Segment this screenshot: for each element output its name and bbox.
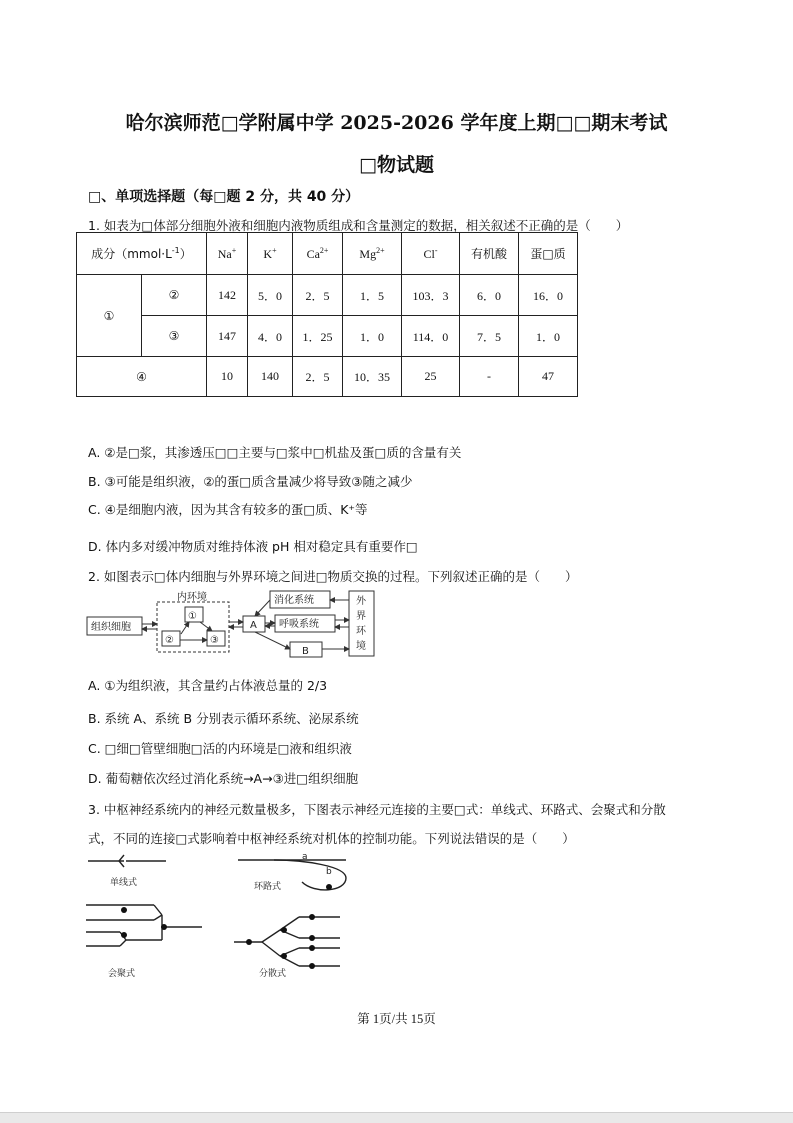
respiratory-system-label: 呼吸系统 <box>279 619 319 630</box>
table-cell: 103．3 <box>402 275 460 316</box>
table-cell: 2．5 <box>293 357 343 397</box>
loop-a-label: a <box>302 852 308 862</box>
question-2-option-b: B. 系统 A、系统 B 分别表示循环系统、泌尿系统 <box>88 711 359 726</box>
table-cell: 6．0 <box>460 275 519 316</box>
table-header-ca: $Ca^{2+}$ <box>293 233 343 275</box>
external-char: 境 <box>356 641 366 652</box>
neuron-connection-diagram <box>84 852 354 982</box>
question-3-stem-line1: 3. 中枢神经系统内的神经元数量极多，下图表示神经元连接的主要□式：单线式、环路式、会聚式和分散 <box>88 802 666 817</box>
table-cell: 2．5 <box>293 275 343 316</box>
synapse-dot <box>121 907 127 913</box>
table-row-label: ③ <box>142 316 207 357</box>
page-number: 第 1页/共 15页 <box>357 1012 436 1026</box>
external-char: 环 <box>356 626 366 637</box>
table-cell: 25 <box>402 357 460 397</box>
table-header-cl: Cl- <box>402 233 460 275</box>
node-3-label: ③ <box>210 635 219 646</box>
exam-title: 哈尔滨师范□学附属中学 2025-2026 学年度上期□□期末考试 <box>125 112 668 134</box>
table-cell: 4．0 <box>248 316 293 357</box>
table-corner-header: 成分$(mmol\cdot L^{-1})$ <box>77 233 207 275</box>
table-header-mg: $Mg^{2+}$ <box>343 233 402 275</box>
question-2-option-d: D. 葡萄糖依次经过消化系统→A→③进□组织细胞 <box>88 771 359 786</box>
exam-subject: □物试题 <box>359 154 434 176</box>
table-cell: 1．0 <box>343 316 402 357</box>
table-cell: 147 <box>207 316 248 357</box>
table-row <box>77 275 578 316</box>
table-cell: 10．35 <box>343 357 402 397</box>
table-cell: 1．0 <box>519 316 578 357</box>
table-row <box>77 316 578 357</box>
synapse-dot <box>326 884 332 890</box>
synapse-dot <box>309 945 315 951</box>
synapse-dot <box>121 932 127 938</box>
table-header-protein: 蛋□质 <box>519 233 578 275</box>
table-cell: 47 <box>519 357 578 397</box>
digestive-system-label: 消化系统 <box>274 595 314 606</box>
question-2-stem: 2. 如图表示□体内细胞与外界环境之间进□物质交换的过程。下列叙述正确的是（ ） <box>88 569 578 584</box>
single-line-label: 单线式 <box>110 878 138 888</box>
internal-env-label: 内环境 <box>177 592 207 603</box>
diverge-label: 分散式 <box>259 969 287 979</box>
external-char: 界 <box>356 611 366 622</box>
table-row <box>77 357 578 397</box>
external-char: 外 <box>356 596 366 607</box>
section-heading: □、单项选择题（每□题 2 分，共 40 分） <box>88 189 360 205</box>
internal-environment-diagram <box>85 588 380 658</box>
question-1-option-d: D. 体内多对缓冲物质对维持体液 pH 相对稳定具有重要作□ <box>88 539 418 554</box>
table-header-organic-acid: 有机酸 <box>460 233 519 275</box>
synapse-dot <box>281 953 287 959</box>
question-2-option-a: A. ①为组织液，其含量约占体液总量的 2/3 <box>88 678 328 693</box>
system-b-label: B <box>302 646 309 657</box>
synapse-dot <box>309 963 315 969</box>
synapse-dot <box>246 939 252 945</box>
tissue-cell-label: 组织细胞 <box>91 622 131 633</box>
question-1-stem: 1. 如表为□体部分细胞外液和细胞内液物质组成和含量测定的数据，相关叙述不正确的是（ ） <box>88 218 629 233</box>
system-a-label: A <box>250 620 257 631</box>
loop-b-label: b <box>326 867 332 877</box>
question-1-table <box>76 232 578 397</box>
viewer-bottom-bar <box>0 1112 793 1123</box>
table-cell: 10 <box>207 357 248 397</box>
question-1-option-b: B. ③可能是组织液，②的蛋□质含量减少将导致③随之减少 <box>88 474 413 489</box>
question-2-option-c: C. □细□管壁细胞□活的内环境是□液和组织液 <box>88 741 352 756</box>
synapse-dot <box>309 935 315 941</box>
synapse-dot <box>281 927 287 933</box>
node-2-label: ② <box>165 635 174 646</box>
table-row-label: ④ <box>77 357 207 397</box>
table-cell: 7．5 <box>460 316 519 357</box>
table-cell: 114．0 <box>402 316 460 357</box>
question-3-stem-line2: 式，不同的连接□式影响着中枢神经系统对机体的控制功能。下列说法错误的是（ ） <box>88 831 575 846</box>
synapse-dot <box>161 924 167 930</box>
loop-label: 环路式 <box>254 882 282 892</box>
table-header-na: Na+ <box>207 233 248 275</box>
table-cell: 140 <box>248 357 293 397</box>
node-1-label: ① <box>188 611 197 622</box>
converge-label: 会聚式 <box>108 969 136 979</box>
table-cell: 142 <box>207 275 248 316</box>
table-group-label: ① <box>77 275 142 357</box>
table-cell: 5．0 <box>248 275 293 316</box>
synapse-dot <box>309 914 315 920</box>
table-cell: 1．5 <box>343 275 402 316</box>
table-header-k: K+ <box>248 233 293 275</box>
question-1-option-c: C. ④是细胞内液，因为其含有较多的蛋□质、K⁺等 <box>88 502 368 517</box>
table-row-label: ② <box>142 275 207 316</box>
table-cell: 1．25 <box>293 316 343 357</box>
table-cell: 16．0 <box>519 275 578 316</box>
question-1-option-a: A. ②是□浆，其渗透压□□主要与□浆中□机盐及蛋□质的含量有关 <box>88 445 462 460</box>
table-cell: - <box>460 357 519 397</box>
